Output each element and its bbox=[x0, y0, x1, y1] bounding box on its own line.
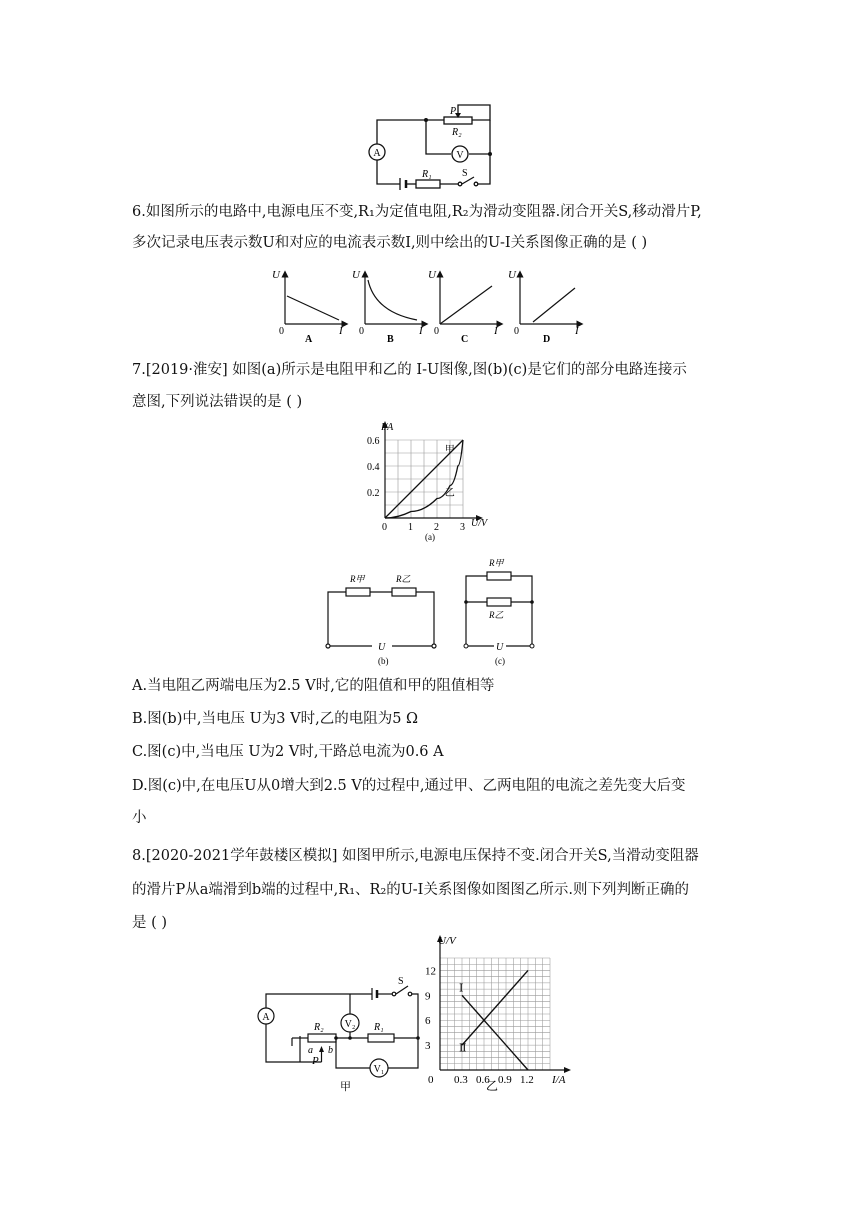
svg-text:V: V bbox=[456, 150, 464, 161]
svg-text:U: U bbox=[352, 269, 360, 281]
q7-circuit-b bbox=[322, 566, 442, 670]
svg-text:I: I bbox=[494, 325, 498, 337]
svg-text:(c): (c) bbox=[495, 656, 505, 666]
q6-stem-line1: 6.如图所示的电路中,电源电压不变,R₁为定值电阻,R₂为滑动变阻器.闭合开关S,移动滑片P, bbox=[132, 204, 702, 220]
svg-text:R₂: R₂ bbox=[314, 1022, 324, 1033]
svg-text:a: a bbox=[308, 1045, 313, 1056]
y-tick-label: 3 bbox=[425, 1040, 431, 1053]
x-tick-label: 0.3 bbox=[454, 1074, 468, 1086]
q7-stem-line2: 意图,下列说法错误的是 ( ) bbox=[132, 394, 303, 410]
svg-text:S: S bbox=[398, 976, 404, 987]
svg-text:U: U bbox=[428, 269, 436, 281]
graph-option-d bbox=[520, 274, 580, 324]
graph-option-c bbox=[440, 274, 500, 324]
y-tick-label: 12 bbox=[425, 965, 436, 978]
svg-text:V₂: V₂ bbox=[344, 1019, 356, 1030]
x-tick-label: 1 bbox=[408, 522, 413, 533]
series-label-jia: 甲 bbox=[444, 445, 455, 456]
svg-text:U: U bbox=[272, 269, 280, 281]
q6-option-graphs bbox=[265, 264, 595, 346]
svg-text:C: C bbox=[461, 334, 469, 345]
svg-text:R₂: R₂ bbox=[452, 127, 462, 138]
svg-text:I: I bbox=[419, 325, 423, 337]
q7-stem-line1: 7.[2019·淮安] 如图(a)所示是电阻甲和乙的 I-U图像,图(b)(c)是它们的部分电路连接示 bbox=[132, 362, 687, 378]
svg-text:甲: 甲 bbox=[340, 1081, 351, 1093]
x-tick-label: 0.6 bbox=[476, 1074, 490, 1086]
q6-stem-line2: 多次记录电压表示数U和对应的电流表示数I,则中绘出的U-I关系图像正确的是 ( ) bbox=[132, 235, 648, 251]
y-tick-label: 6 bbox=[425, 1015, 431, 1028]
q7-circuit-c bbox=[460, 552, 540, 670]
svg-text:R乙: R乙 bbox=[396, 574, 411, 584]
graph-option-a bbox=[285, 274, 345, 324]
graph-option-b bbox=[365, 274, 425, 324]
q7-option-d-cont: 小 bbox=[132, 810, 147, 826]
series-label-1: Ⅰ bbox=[459, 982, 464, 995]
svg-text:0: 0 bbox=[359, 326, 364, 337]
svg-text:R₁: R₁ bbox=[422, 169, 432, 180]
x-axis-label: I/A bbox=[552, 1074, 566, 1086]
q7-option-b[interactable]: B.图(b)中,当电压 U为3 V时,乙的电阻为5 Ω bbox=[132, 711, 419, 727]
svg-text:0: 0 bbox=[514, 326, 519, 337]
x-tick-label: 1.2 bbox=[520, 1074, 534, 1086]
series-label-yi: 乙 bbox=[444, 487, 455, 499]
q7-iu-chart bbox=[360, 418, 500, 546]
svg-text:P: P bbox=[450, 106, 457, 117]
svg-text:A: A bbox=[262, 1012, 270, 1023]
x-tick-label: 0.9 bbox=[498, 1074, 512, 1086]
svg-text:0: 0 bbox=[434, 326, 439, 337]
svg-text:V₁: V₁ bbox=[373, 1064, 385, 1075]
y-tick-label: 0.4 bbox=[367, 462, 380, 473]
q6-circuit-diagram bbox=[362, 100, 502, 195]
svg-text:P: P bbox=[312, 1055, 319, 1067]
svg-text:U: U bbox=[496, 642, 504, 653]
svg-text:R乙: R乙 bbox=[489, 610, 504, 620]
svg-text:乙: 乙 bbox=[486, 1079, 499, 1093]
svg-text:A: A bbox=[373, 148, 381, 159]
svg-text:(b): (b) bbox=[378, 656, 389, 666]
svg-text:0: 0 bbox=[279, 326, 284, 337]
chart-a-title: (a) bbox=[425, 532, 435, 542]
x-tick-label: 2 bbox=[434, 522, 439, 533]
x-tick-label: 0 bbox=[382, 522, 387, 533]
q8-stem-line2: 的滑片P从a端滑到b端的过程中,R₁、R₂的U-I关系图像如图图乙所示.则下列判断正确的 bbox=[132, 882, 689, 898]
svg-text:R甲: R甲 bbox=[489, 558, 504, 568]
q7-option-c[interactable]: C.图(c)中,当电压 U为2 V时,干路总电流为0.6 A bbox=[132, 744, 444, 760]
svg-text:R₁: R₁ bbox=[374, 1022, 384, 1033]
svg-text:b: b bbox=[328, 1045, 333, 1056]
x-tick-label: 3 bbox=[460, 522, 465, 533]
y-tick-label: 0.2 bbox=[367, 488, 380, 499]
svg-text:I: I bbox=[339, 325, 343, 337]
svg-text:I: I bbox=[575, 325, 579, 337]
q7-option-d[interactable]: D.图(c)中,在电压U从0增大到2.5 V的过程中,通过甲、乙两电阻的电流之差先变大后变 bbox=[132, 778, 686, 794]
q8-stem-line1: 8.[2020-2021学年鼓楼区模拟] 如图甲所示,电源电压保持不变.闭合开关S,当滑动变阻器 bbox=[132, 848, 699, 864]
svg-text:U: U bbox=[508, 269, 516, 281]
y-axis-label: U/V bbox=[438, 935, 456, 947]
y-axis-label: I/A bbox=[381, 422, 394, 433]
svg-text:B: B bbox=[387, 334, 394, 345]
y-tick-label: 9 bbox=[425, 990, 431, 1003]
svg-text:A: A bbox=[305, 334, 313, 345]
q7-option-a[interactable]: A.当电阻乙两端电压为2.5 V时,它的阻值和甲的阻值相等 bbox=[132, 678, 495, 694]
series-label-2: Ⅱ bbox=[459, 1042, 467, 1055]
svg-text:R甲: R甲 bbox=[350, 574, 365, 584]
y-tick-label: 0.6 bbox=[367, 436, 380, 447]
origin-label: 0 bbox=[428, 1074, 434, 1086]
svg-text:S: S bbox=[462, 168, 468, 179]
q8-stem-line3: 是 ( ) bbox=[132, 915, 168, 931]
q8-ui-chart bbox=[420, 932, 590, 1096]
svg-text:U: U bbox=[378, 642, 386, 653]
svg-text:D: D bbox=[543, 334, 551, 345]
x-axis-label: U/V bbox=[471, 518, 488, 529]
q8-circuit-jia bbox=[252, 976, 432, 1096]
